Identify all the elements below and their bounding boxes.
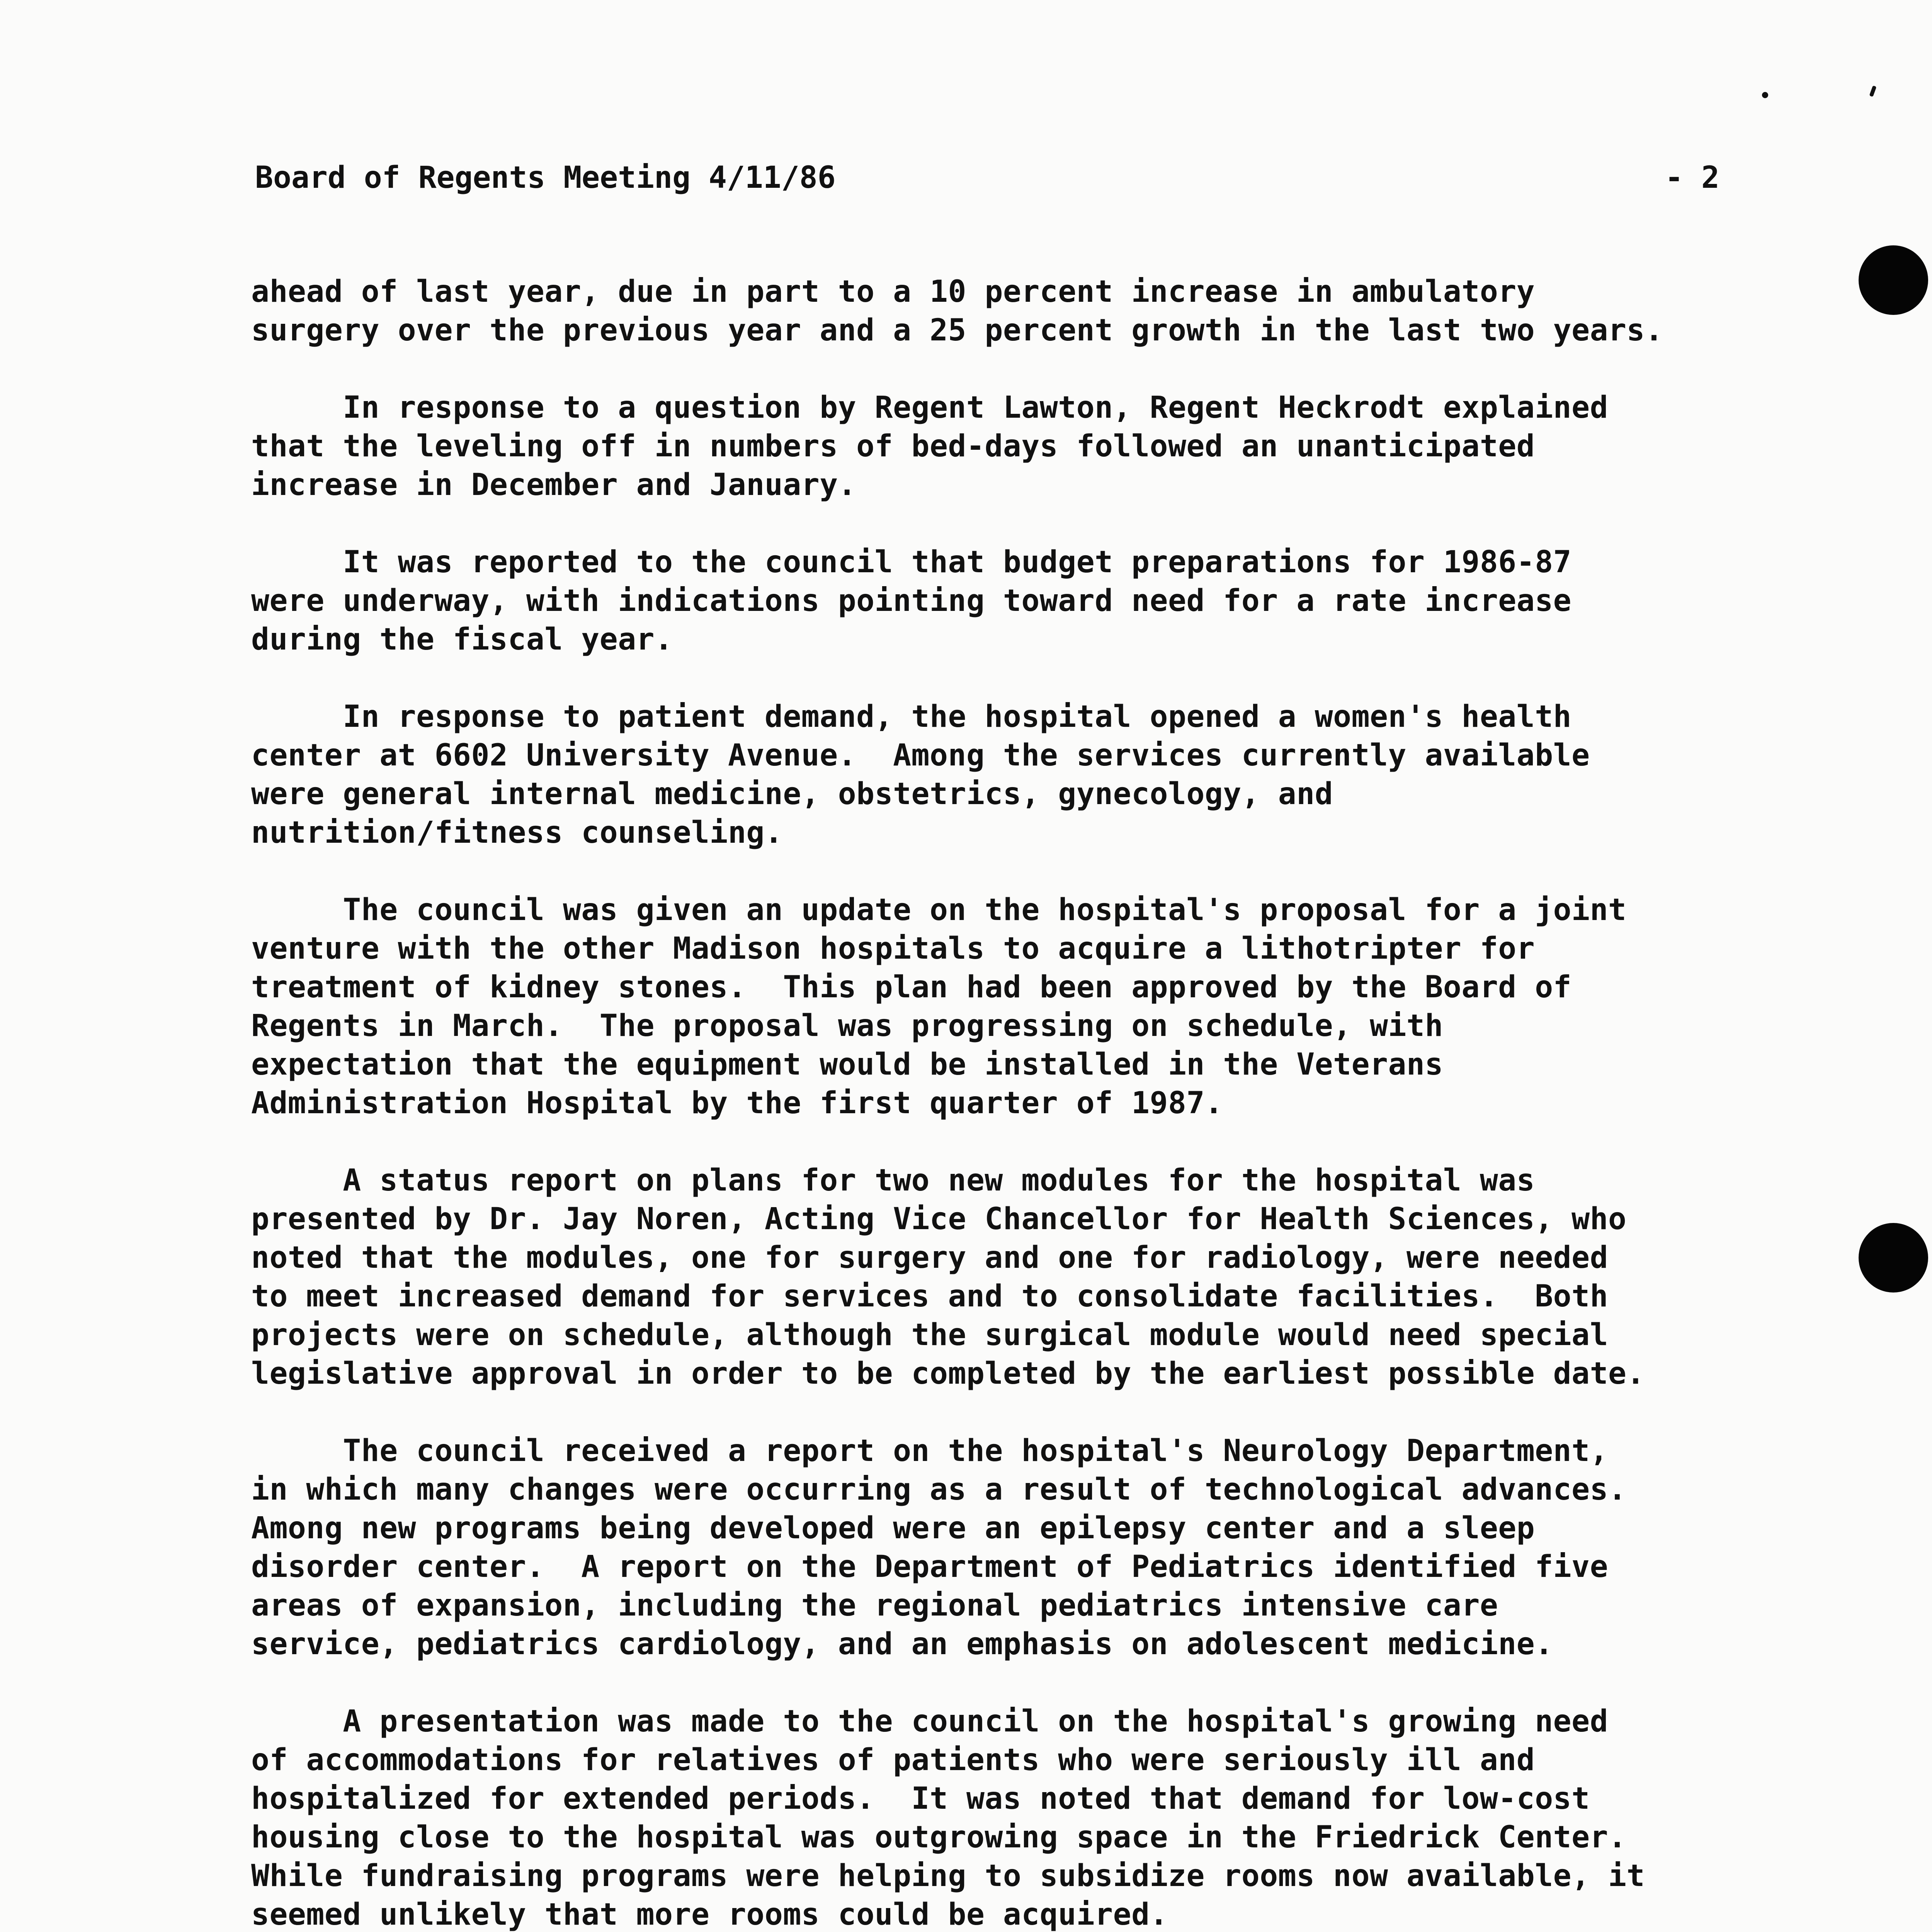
paragraph-2: In response to a question by Regent Lawton, Regent Heckrodt explained that the leveling off in numbers of bed-days followed an unanticipated increase in December and January.: [251, 390, 1609, 502]
punch-hole-middle: [1859, 1223, 1928, 1293]
page-header: [255, 156, 1719, 199]
scan-speck: [1762, 92, 1768, 98]
paragraph-8: A presentation was made to the council on the hospital's growing need of accommodations for relatives of patients who were seriously ill and hospitalized for extended periods. It was noted that demand for low-cost housing close to the hospital was outgrowing space in the Friedrick Center. While fundraising programs were helping to subsidize rooms now available, it seemed unlikely that more rooms could be acquired.: [251, 1704, 1645, 1932]
paragraph-1: ahead of last year, due in part to a 10 percent increase in ambulatory surgery over the previous year and a 25 percent growth in the last two years.: [251, 274, 1663, 348]
punch-hole-top: [1859, 245, 1928, 315]
page-number: - 2: [1665, 160, 1719, 195]
paragraph-5: The council was given an update on the hospital's proposal for a joint venture with the other Madison hospitals to acquire a lithotripter for treatment of kidney stones. This plan had been approved by the Board of Regents in March. The proposal was progressing on schedule, with expectation that the equipment would be installed in the Veterans Administration Hospital by the first quarter of 1987.: [251, 893, 1627, 1121]
header-title: Board of Regents Meeting 4/11/86: [255, 160, 836, 195]
scan-speck: [1869, 85, 1877, 97]
paragraph-7: The council received a report on the hospital's Neurology Department, in which many changes were occurring as a result of technological advances. Among new programs being developed were an epilepsy center and a sleep disorder center. A report on the Department of Pediatrics identified five areas of expansion, including the regional pediatrics intensive care service, pediatrics cardiology, and an emphasis on adolescent medicine.: [251, 1434, 1627, 1662]
paragraph-3: It was reported to the council that budget preparations for 1986-87 were underway, with indications pointing toward need for a rate increase during the fiscal year.: [251, 545, 1572, 657]
paragraph-6: A status report on plans for two new modules for the hospital was presented by Dr. Jay Noren, Acting Vice Chancellor for Health Sciences, who noted that the modules, one for surgery and one for radiology, were needed to meet increased demand for services and to consolidate facilities. Both projects were on schedule, although the surgical module would need special legislative approval in order to be completed by the earliest possible date.: [251, 1163, 1645, 1391]
paragraph-4: In response to patient demand, the hospital opened a women's health center at 6602 University Avenue. Among the services currently available were general internal medicine, obstetrics, gynecology, and nutrition/fitness counseling.: [251, 699, 1590, 850]
